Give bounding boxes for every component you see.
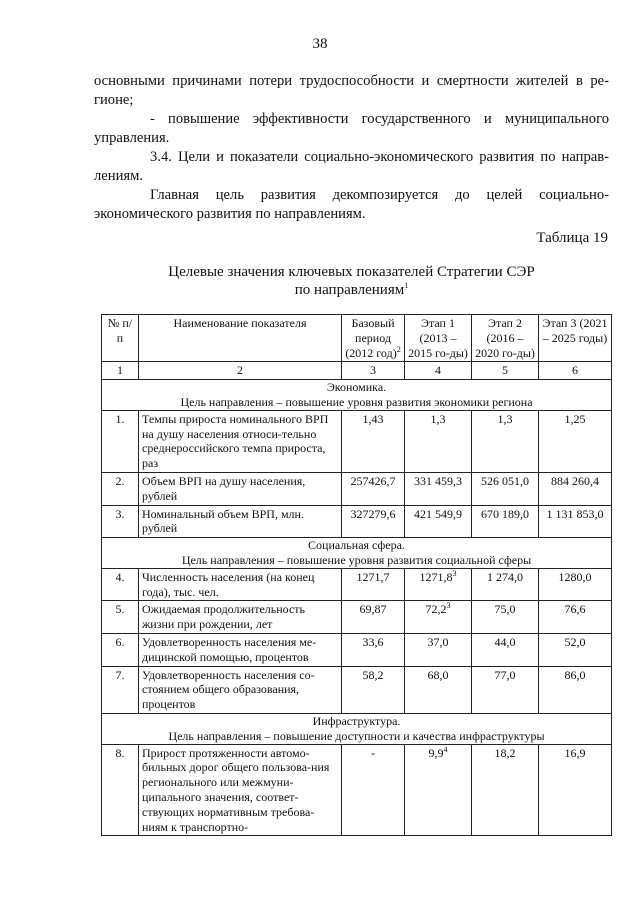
table-row [102, 568, 612, 601]
stage2-value: 44,0 [472, 633, 539, 666]
stage2-value: 670 189,0 [472, 505, 539, 538]
indicator-name: Удовлетворенность населения со-стоянием общего образования, процентов [139, 666, 342, 713]
section-header-row [102, 538, 612, 569]
section-header [102, 713, 612, 744]
table-row [102, 666, 612, 713]
section-header [102, 380, 612, 411]
indicator-name: Прирост протяженности автомо-бильных дорог общего пользова-ния регионального или межмуни-ципального значения, соответ-ствующих нормативным требова-ниям к транспортно- [139, 744, 342, 836]
table-title-line2: по направлениям$^1$ [294, 281, 409, 298]
row-number: 2. [102, 472, 139, 505]
stage3-value: 1280,0 [539, 568, 612, 601]
base-value: 327279,6 [342, 505, 405, 538]
section-title: Социальная сфера. [308, 538, 405, 553]
base-value: 58,2 [342, 666, 405, 713]
stage3-value: 52,0 [539, 633, 612, 666]
stage2-value: 1 274,0 [472, 568, 539, 601]
header-stage1: Этап 1 (2013 – 2015 го-ды) [405, 315, 472, 362]
paragraph-4: Главная цель развития декомпозируется до целей социально-экономического развития по направлениям. [94, 187, 609, 222]
header-stage2: Этап 2 (2016 – 2020 го-ды) [472, 315, 539, 362]
stage2-value: 77,0 [472, 666, 539, 713]
section-header-row [102, 380, 612, 411]
indicator-name: Численность населения (на конец года), тыс. чел. [139, 568, 342, 601]
column-number-row [102, 362, 612, 380]
page-number: 38 [312, 36, 328, 52]
row-number: 6. [102, 633, 139, 666]
column-number: 6 [539, 362, 612, 380]
row-number: 7. [102, 666, 139, 713]
header-name: Наименование показателя [139, 315, 342, 362]
column-number: 3 [342, 362, 405, 380]
stage1-value: 68,0 [405, 666, 472, 713]
column-number: 5 [472, 362, 539, 380]
table-row [102, 505, 612, 538]
base-value: 69,87 [342, 601, 405, 634]
header-base: Базовый период (2012 год)$^2$ [342, 315, 405, 362]
stage1-value: 72,2$^3$ [405, 601, 472, 634]
stage1-value: 331 459,3 [405, 472, 472, 505]
row-number: 3. [102, 505, 139, 538]
section-header [102, 538, 612, 569]
section-header-row [102, 713, 612, 744]
column-number: 4 [405, 362, 472, 380]
stage1-value: 37,0 [405, 633, 472, 666]
footnote-ref: 1 [404, 281, 409, 290]
row-number: 4. [102, 568, 139, 601]
paragraph-1: основными причинами потери трудоспособности и смертности жителей в ре-гионе; [94, 73, 609, 108]
section-goal: Цель направления – повышение уровня развития экономики региона [180, 394, 533, 409]
indicator-name: Ожидаемая продолжительность жизни при рождении, лет [139, 601, 342, 634]
section-goal: Цель направления – повышение доступности и качества инфраструктуры [168, 728, 545, 743]
table-row [102, 472, 612, 505]
section-goal: Цель направления – повышение уровня развития социальной сферы [181, 552, 532, 567]
row-number: 5. [102, 601, 139, 634]
header-stage3: Этап 3 (2021 – 2025 годы) [539, 315, 612, 362]
header-row [102, 315, 612, 362]
stage3-value: 1,25 [539, 410, 612, 472]
table-row [102, 744, 612, 836]
stage3-value: 76,6 [539, 601, 612, 634]
stage1-value: 1,3 [405, 410, 472, 472]
stage2-value: 526 051,0 [472, 472, 539, 505]
header-num: № п/п [102, 315, 139, 362]
paragraph-2: - повышение эффективности государственного и муниципального управления. [94, 111, 609, 146]
base-value: 33,6 [342, 633, 405, 666]
column-number: 1 [102, 362, 139, 380]
stage1-value: 421 549,9 [405, 505, 472, 538]
stage3-value: 884 260,4 [539, 472, 612, 505]
indicator-name: Темпы прироста номинального ВРП на душу населения относи-тельно среднероссийского темпа прироста, раз [139, 410, 342, 472]
indicator-name: Номинальный объем ВРП, млн. рублей [139, 505, 342, 538]
base-value: 1,43 [342, 410, 405, 472]
base-value: - [342, 744, 405, 836]
table-row [102, 601, 612, 634]
stage1-value: $9,9^4$ [405, 744, 472, 836]
paragraph-3: 3.4. Цели и показатели социально-экономического развития по направ-лениям. [94, 149, 609, 184]
stage2-value: 18,2 [472, 744, 539, 836]
stage2-value: 1,3 [472, 410, 539, 472]
indicator-name: Удовлетворенность населения ме-дицинской помощью, процентов [139, 633, 342, 666]
table-title-line1: Целевые значения ключевых показателей Стратегии СЭР [168, 264, 535, 280]
row-number: 8. [102, 744, 139, 836]
stage3-value: 16,9 [539, 744, 612, 836]
stage3-value: 1 131 853,0 [539, 505, 612, 538]
table-number: Таблица 19 [536, 230, 608, 246]
table-row [102, 410, 612, 472]
section-title: Инфраструктура. [312, 713, 401, 728]
base-value: 257426,7 [342, 472, 405, 505]
stage3-value: 86,0 [539, 666, 612, 713]
stage1-value: 1271,8$^3$ [405, 568, 472, 601]
indicator-name: Объем ВРП на душу населения, рублей [139, 472, 342, 505]
indicators-table [101, 314, 612, 836]
table-row [102, 633, 612, 666]
column-number: 2 [139, 362, 342, 380]
section-title: Экономика. [326, 380, 387, 395]
row-number: 1. [102, 410, 139, 472]
stage2-value: 75,0 [472, 601, 539, 634]
base-value: 1271,7 [342, 568, 405, 601]
